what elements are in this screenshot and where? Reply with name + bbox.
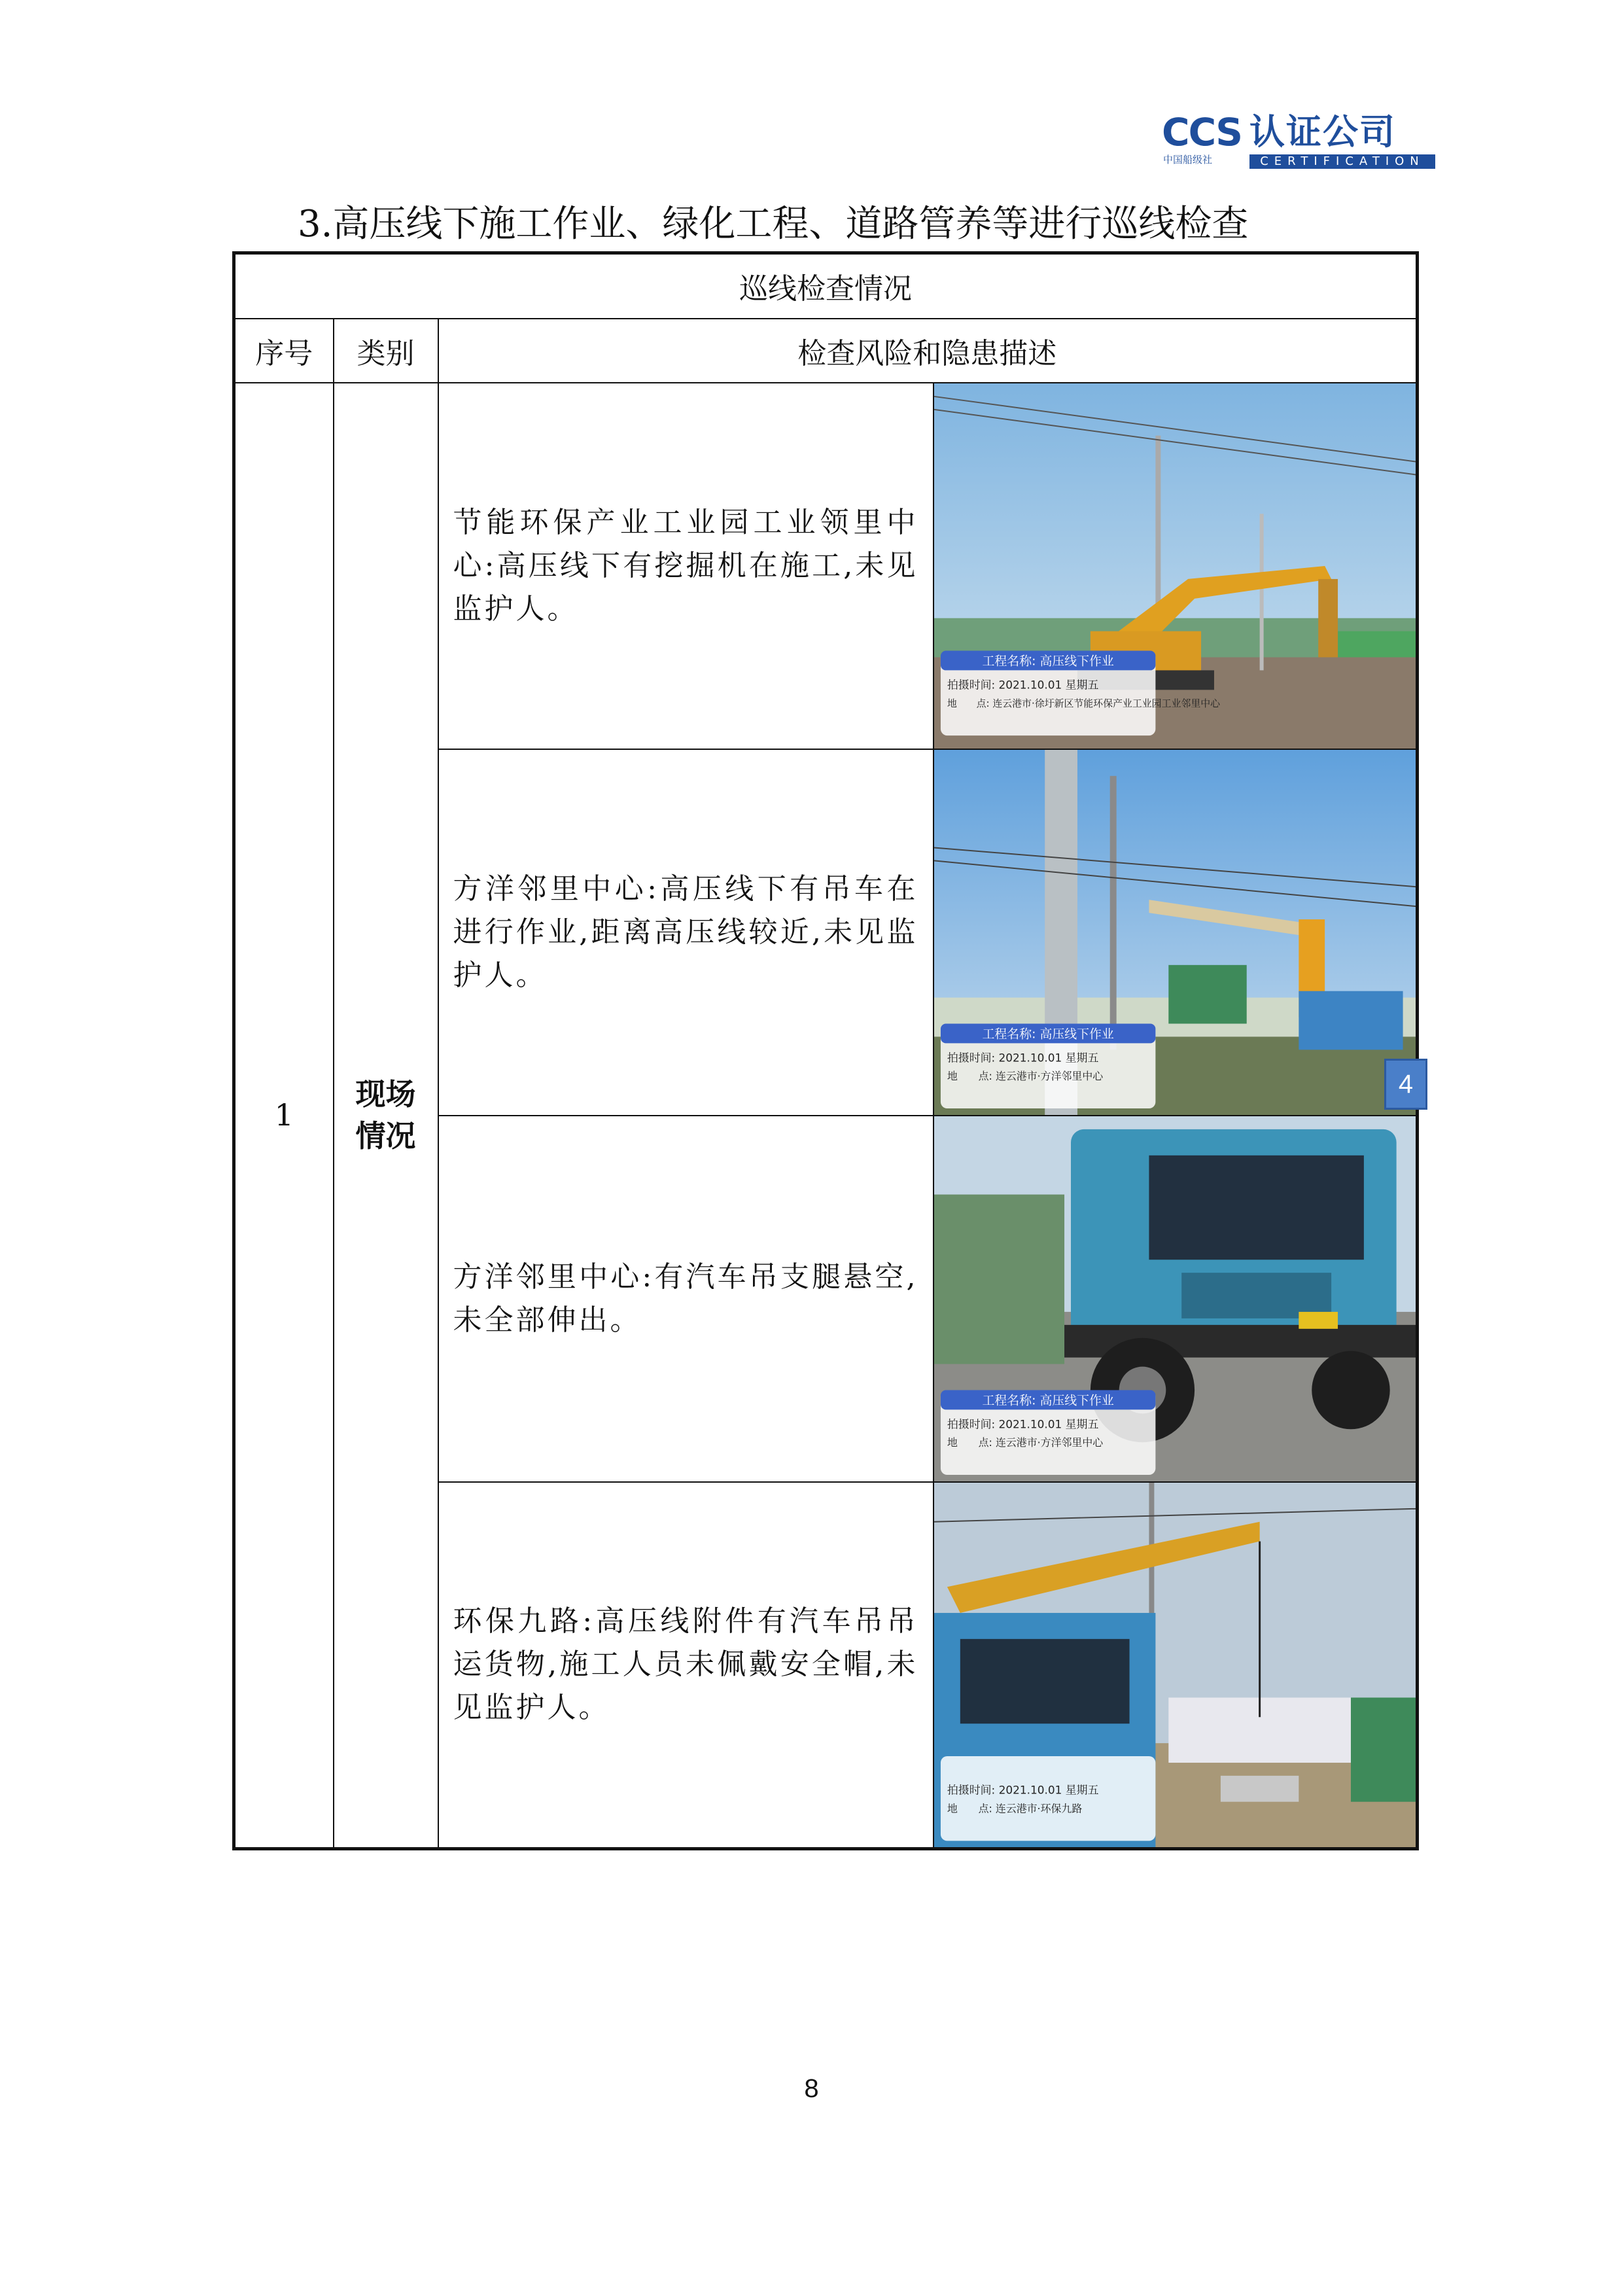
item-photo-cell <box>934 1116 1418 1482</box>
inspection-table <box>232 251 1419 1850</box>
photo-time-label: 拍摄时间: 2021.10.01 星期五 <box>947 1417 1098 1430</box>
photo-project-label: 工程名称: 高压线下作业 <box>982 1392 1114 1407</box>
photo-time-label: 拍摄时间: 2021.10.01 星期五 <box>947 1050 1098 1064</box>
ccs-logo <box>1162 110 1437 171</box>
photo-time-label: 拍摄时间: 2021.10.01 星期五 <box>947 677 1098 691</box>
truck-crane-photo <box>934 1483 1416 1847</box>
crane-photo <box>934 750 1416 1115</box>
header-no: 序号 <box>234 319 334 383</box>
item-description: 方洋邻里中心:有汽车吊支腿悬空,未全部伸出。 <box>438 1116 934 1482</box>
excavator-photo <box>934 383 1416 749</box>
photo-place-label: 地 点: 连云港市·徐圩新区节能环保产业工业园工业邻里中心 <box>947 697 1220 709</box>
table-caption: 巡线检查情况 <box>234 253 1418 319</box>
logo-small-text: 中国船级社 <box>1163 154 1213 166</box>
page-badge: 4 <box>1384 1059 1427 1110</box>
item-photo-cell <box>934 383 1418 749</box>
truck-photo <box>934 1116 1416 1481</box>
item-description: 环保九路:高压线附件有汽车吊吊运货物,施工人员未佩戴安全帽,未见监护人。 <box>438 1482 934 1849</box>
item-photo-cell <box>934 1482 1418 1849</box>
row-category <box>334 383 438 1849</box>
photo-time-label: 拍摄时间: 2021.10.01 星期五 <box>947 1783 1099 1797</box>
section-title: 3.高压线下施工作业、绿化工程、道路管养等进行巡线检查 <box>298 203 1249 245</box>
row-category-text: 现场情况 <box>355 1076 416 1154</box>
header-category: 类别 <box>334 319 438 383</box>
logo-chinese-text: 认证公司 <box>1249 111 1396 152</box>
photo-place-label: 地 点: 连云港市·方洋邻里中心 <box>947 1069 1103 1082</box>
logo-ccs-text: CCS <box>1162 110 1242 154</box>
header-description: 检查风险和隐患描述 <box>438 319 1418 383</box>
row-number: 1 <box>234 383 334 1849</box>
photo-project-label: 工程名称: 高压线下作业 <box>982 653 1114 668</box>
item-description: 方洋邻里中心:高压线下有吊车在进行作业,距离高压线较近,未见监护人。 <box>438 749 934 1116</box>
item-description: 节能环保产业工业园工业领里中心:高压线下有挖掘机在施工,未见监护人。 <box>438 383 934 749</box>
logo-certification-bar: CERTIFICATION <box>1249 154 1435 169</box>
photo-place-label: 地 点: 连云港市·环保九路 <box>947 1802 1082 1815</box>
photo-project-label: 工程名称: 高压线下作业 <box>982 1026 1114 1041</box>
item-photo-cell <box>934 749 1418 1116</box>
photo-place-label: 地 点: 连云港市·方洋邻里中心 <box>947 1436 1103 1449</box>
page-number: 8 <box>804 2074 819 2103</box>
